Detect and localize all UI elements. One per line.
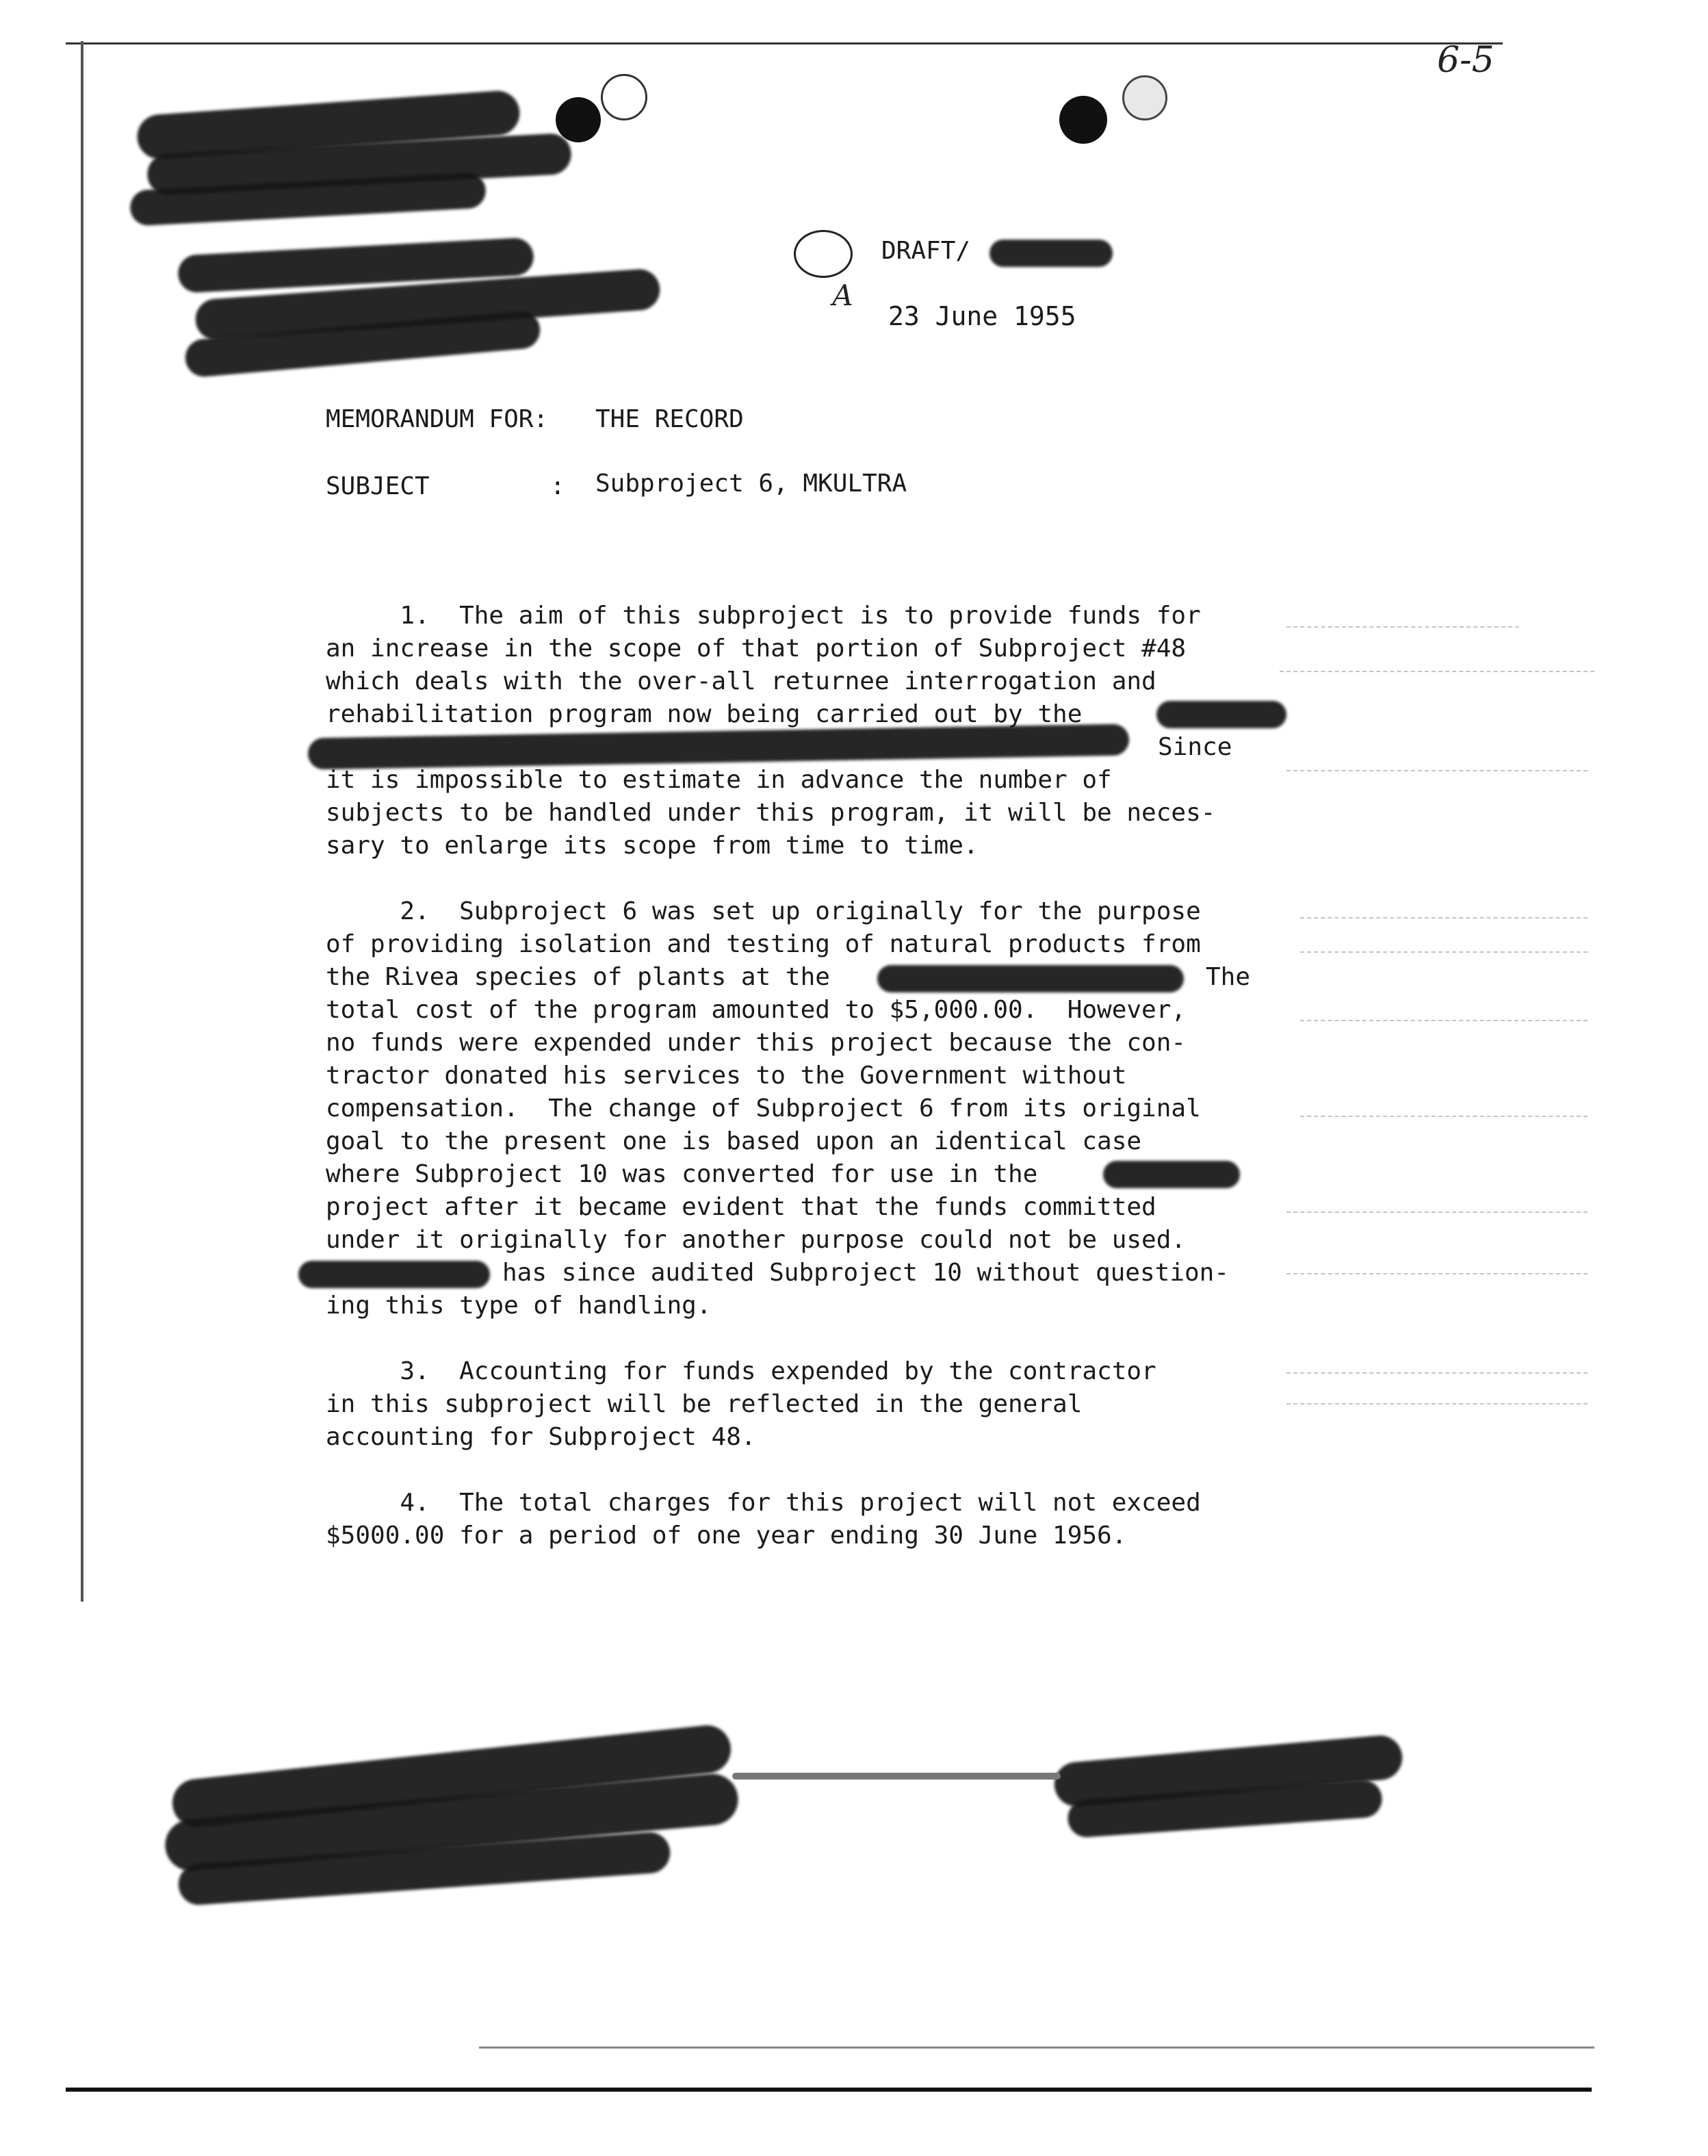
bottom-edge-rule [66,2088,1592,2092]
para3-line2: in this subproject will be reflected in the general [326,1390,1083,1418]
carbon-dash [1286,626,1519,628]
carbon-dash [1286,1372,1588,1374]
carbon-dash [1280,671,1594,672]
punch-hole-left-filled [556,97,601,142]
para2-line8: goal to the present one is based upon an identical case [326,1127,1142,1155]
para3-line3: accounting for Subproject 48. [326,1423,756,1451]
memo-for-label: MEMORANDUM FOR: [326,405,549,433]
para1-line6: it is impossible to estimate in advance the number of [326,766,1112,794]
punch-hole-right-filled [1059,96,1107,144]
para2-line12: has since audited Subproject 10 without question- [502,1259,1230,1287]
para2-line6: tractor donated his services to the Government without [326,1062,1127,1090]
para1-line3: which deals with the over-all returnee interrogation and [326,667,1156,695]
carbon-dash [1286,1211,1588,1213]
para2-line7: compensation. The change of Subproject 6 from its original [326,1094,1201,1122]
para2-line1: 2. Subproject 6 was set up originally for the purpose [326,897,1201,925]
redaction-para1-org [1156,701,1286,728]
para1-line1: 1. The aim of this subproject is to provide funds for [326,602,1201,630]
bottom-scan-noise [479,2046,1594,2049]
carbon-dash [1286,1273,1588,1274]
para1-line5-since: Since [1158,733,1232,761]
para3-line1: 3. Accounting for funds expended by the contractor [326,1357,1156,1385]
draft-label: DRAFT/ [881,237,971,265]
memo-date: 23 June 1955 [888,301,1076,331]
circled-mark [794,230,853,312]
carbon-dash [1300,1020,1588,1021]
carbon-dash [1300,951,1588,953]
carbon-dash [1300,917,1588,919]
carbon-dash [1286,1403,1588,1404]
para1-line4: rehabilitation program now being carried out by the [326,700,1083,728]
redaction-para2-institution [877,965,1184,992]
redaction-para2-project [1103,1161,1240,1188]
punch-hole-right-open [1122,75,1167,120]
page-number: 6-5 [1437,40,1494,81]
para2-line5: no funds were expended under this project because the con- [326,1029,1187,1057]
para1-line2: an increase in the scope of that portion of Subproject #48 [326,634,1187,663]
carbon-dash [1286,770,1588,771]
top-edge-rule [66,42,1503,44]
para2-line9: where Subproject 10 was converted for use in the [326,1160,1038,1188]
memo-subject-label: SUBJECT [326,472,430,500]
para2-line3: the Rivea species of plants at the [326,963,830,991]
para2-line3-the: The [1206,963,1251,991]
redaction-para2-auditor [298,1261,490,1288]
memo-subject-value: Subproject 6, MKULTRA [595,470,907,498]
para2-line10: project after it became evident that the funds committed [326,1193,1156,1221]
circled-mark-letter: A [832,279,853,312]
redaction-draft-suffix [989,240,1113,267]
footer-scan-streak [732,1773,1061,1780]
left-edge-rule [81,41,83,1602]
carbon-dash [1300,1116,1588,1117]
para2-line13: ing this type of handling. [326,1292,712,1320]
para2-line11: under it originally for another purpose could not be used. [326,1226,1187,1254]
para4-line2: $5000.00 for a period of one year ending 30 June 1956. [326,1522,1127,1550]
para4-line1: 4. The total charges for this project will not exceed [326,1489,1201,1517]
para2-line4: total cost of the program amounted to $5,000.00. However, [326,996,1187,1024]
para1-line8: sary to enlarge its scope from time to time. [326,832,979,860]
memo-for-value: THE RECORD [595,405,744,433]
punch-hole-left-open [601,74,647,120]
para1-line7: subjects to be handled under this program, it will be neces- [326,799,1216,827]
memo-subject-colon: : [550,472,565,500]
para2-line2: of providing isolation and testing of natural products from [326,930,1201,958]
